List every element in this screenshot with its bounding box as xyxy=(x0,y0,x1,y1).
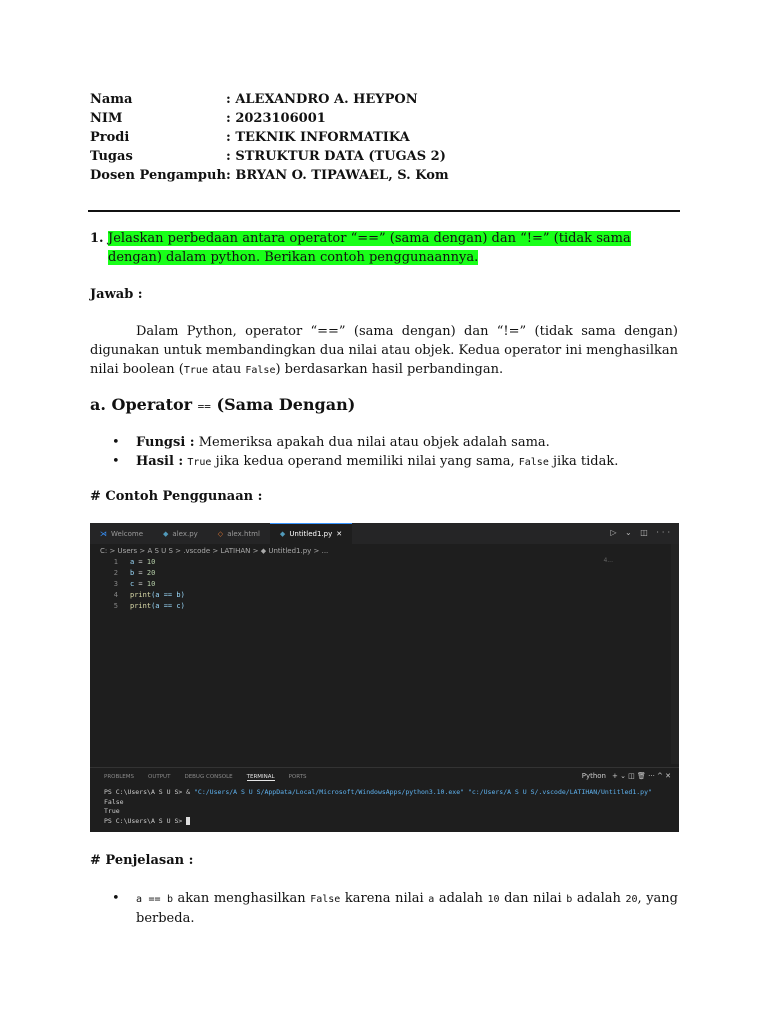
tab-ports[interactable]: PORTS xyxy=(288,774,307,780)
tab-output[interactable]: OUTPUT xyxy=(148,774,171,780)
info-row-nim xyxy=(90,111,449,130)
info-value: : TEKNIK INFORMATIKA xyxy=(226,130,410,145)
editor-actions[interactable]: ▷ ⌄ ◫ ··· xyxy=(610,528,673,537)
code-function: print xyxy=(130,591,152,599)
inline-code: a xyxy=(428,894,435,905)
tab-debug-console[interactable]: DEBUG CONSOLE xyxy=(184,774,233,780)
intro-text-1: Dalam Python, operator “==” (sama dengan) dan “!=” (tidak sama dengan) digunakan untuk membandingkan dua nilai atau objek. Kedua operator ini menghasilkan nilai boolean ( xyxy=(90,324,678,377)
tab-untitled1-py[interactable] xyxy=(270,523,352,544)
terminal-cursor xyxy=(186,817,190,825)
inline-code: 10 xyxy=(487,894,500,905)
html-file-icon: ◇ xyxy=(217,529,224,538)
info-key: Prodi xyxy=(90,130,130,145)
student-info xyxy=(90,92,449,187)
vscode-screenshot xyxy=(90,523,679,832)
panel-controls xyxy=(582,772,671,780)
line-number: 4 xyxy=(113,591,118,599)
inline-code: a == b xyxy=(136,894,173,905)
bullet-text: Memeriksa apakah dua nilai atau objek adalah sama. xyxy=(194,435,550,450)
info-key: Dosen Pengampuh xyxy=(90,168,226,183)
inline-code: b xyxy=(566,894,573,905)
tab-problems[interactable]: PROBLEMS xyxy=(104,774,135,780)
inline-code-true: True xyxy=(183,365,208,376)
intro-paragraph xyxy=(90,322,678,380)
bullet-label: Fungsi : xyxy=(136,435,195,450)
example-label: # Contoh Penggunaan : xyxy=(90,489,263,504)
section-a-code: == xyxy=(197,400,211,413)
inline-code: False xyxy=(310,894,341,905)
bullet-text: jika kedua operand memiliki nilai yang sama, xyxy=(211,454,519,469)
section-a-heading xyxy=(90,395,355,414)
python-file-icon: ◆ xyxy=(163,529,169,538)
tab-label: Welcome xyxy=(111,529,144,538)
explanation-text: adalah xyxy=(434,891,488,906)
tab-label: alex.html xyxy=(227,529,260,538)
bullet-label: Hasil : xyxy=(136,454,184,469)
editor-tabs xyxy=(90,523,679,544)
code-var: c xyxy=(130,580,135,588)
code-function: print xyxy=(130,602,152,610)
question-number: 1. xyxy=(90,231,104,246)
explanation-text: karena nilai xyxy=(340,891,429,906)
code-args: (a == b) xyxy=(151,591,185,599)
answer-label: Jawab : xyxy=(90,287,143,302)
info-value: : 2023106001 xyxy=(226,111,326,126)
tab-alex-html[interactable] xyxy=(208,523,270,544)
code-op: = xyxy=(134,580,147,588)
code-number: 20 xyxy=(146,569,156,577)
code-op: = xyxy=(134,569,147,577)
line-number: 5 xyxy=(113,602,118,610)
terminal-line: True xyxy=(104,807,120,815)
header-divider xyxy=(88,210,680,212)
info-key: Tugas xyxy=(90,149,133,164)
question-text: Jelaskan perbedaan antara operator “==” (sama dengan) dan “!=” (tidak sama dengan) dalam python. Berikan contoh penggunaannya. xyxy=(108,231,631,265)
inline-code-false: False xyxy=(245,365,276,376)
info-value: : BRYAN O. TIPAWAEL, S. Kom xyxy=(226,168,449,183)
explanation-text: akan menghasilkan xyxy=(172,891,311,906)
tab-label: Untitled1.py xyxy=(289,530,333,538)
question xyxy=(90,229,678,267)
inline-code-true: True xyxy=(187,457,212,468)
info-key: NIM xyxy=(90,111,123,126)
inline-code-false: False xyxy=(518,457,549,468)
line-number: 2 xyxy=(113,569,118,577)
terminal-file-path: "c:/Users/A S U S/.vscode/LATIHAN/Untitled1.py" xyxy=(467,788,652,796)
info-key: Nama xyxy=(90,92,133,107)
terminal-prompt: PS C:\Users\A S U S> & xyxy=(104,788,195,796)
explanation-label: # Penjelasan : xyxy=(90,853,194,868)
info-row-dosen xyxy=(90,168,449,187)
terminal-shell-selector[interactable]: Python xyxy=(581,772,606,780)
code-var: b xyxy=(130,569,135,577)
list-item xyxy=(112,433,678,452)
panel-tabs xyxy=(104,774,307,781)
explanation-text: , yang berbeda. xyxy=(136,891,679,926)
info-row-tugas xyxy=(90,149,449,168)
tab-alex-py[interactable] xyxy=(153,523,208,544)
vscode-icon: ⋊ xyxy=(100,529,107,538)
terminal-line xyxy=(104,817,674,827)
line-number: 1 xyxy=(113,558,118,566)
line-number: 3 xyxy=(113,580,118,588)
explanation-text: dan nilai xyxy=(499,891,567,906)
bullet-text: jika tidak. xyxy=(548,454,619,469)
terminal-line: False xyxy=(104,797,124,806)
code-op: = xyxy=(134,558,147,566)
section-a-bullets xyxy=(112,433,678,472)
terminal-line xyxy=(104,788,674,798)
code-number: 10 xyxy=(146,580,156,588)
info-value: : ALEXANDRO A. HEYPON xyxy=(226,92,418,107)
bottom-panel xyxy=(90,767,679,832)
code-args: (a == c) xyxy=(151,602,185,610)
editor-scrollbar[interactable] xyxy=(671,544,679,764)
info-value: : STRUKTUR DATA (TUGAS 2) xyxy=(226,149,446,164)
close-icon[interactable]: ✕ xyxy=(336,530,343,538)
code-var: a xyxy=(130,558,135,566)
breadcrumb[interactable]: C: > Users > A S U S > .vscode > LATIHAN > ◆ Untitled1.py > ... xyxy=(100,547,329,555)
explanation-text: adalah xyxy=(572,891,626,906)
terminal-output[interactable] xyxy=(104,788,674,826)
section-a-suffix: (Sama Dengan) xyxy=(210,395,356,414)
minimap: 4... xyxy=(603,557,613,564)
terminal-prompt: PS C:\Users\A S U S> xyxy=(104,816,187,825)
python-file-icon: ◆ xyxy=(279,530,286,538)
intro-text-2: atau xyxy=(207,362,246,377)
list-item xyxy=(112,889,678,928)
list-item xyxy=(112,452,678,472)
info-row-prodi xyxy=(90,130,449,149)
inline-code: 20 xyxy=(625,894,638,905)
explanation-bullets xyxy=(112,889,678,928)
intro-text-3: ) berdasarkan hasil perbandingan. xyxy=(275,362,504,377)
tab-terminal[interactable]: TERMINAL xyxy=(246,774,275,780)
code-number: 10 xyxy=(146,558,156,566)
section-a-prefix: a. Operator xyxy=(90,395,198,414)
panel-action-icons[interactable]: + ⌄ ◫ 🗑 ··· ^ ✕ xyxy=(612,772,671,780)
terminal-exe-path: "C:/Users/A S U S/AppData/Local/Microsoft/WindowsApps/python3.10.exe" xyxy=(194,788,465,796)
tab-welcome[interactable] xyxy=(90,523,153,544)
info-row-nama xyxy=(90,92,449,111)
tab-label: alex.py xyxy=(172,529,198,538)
